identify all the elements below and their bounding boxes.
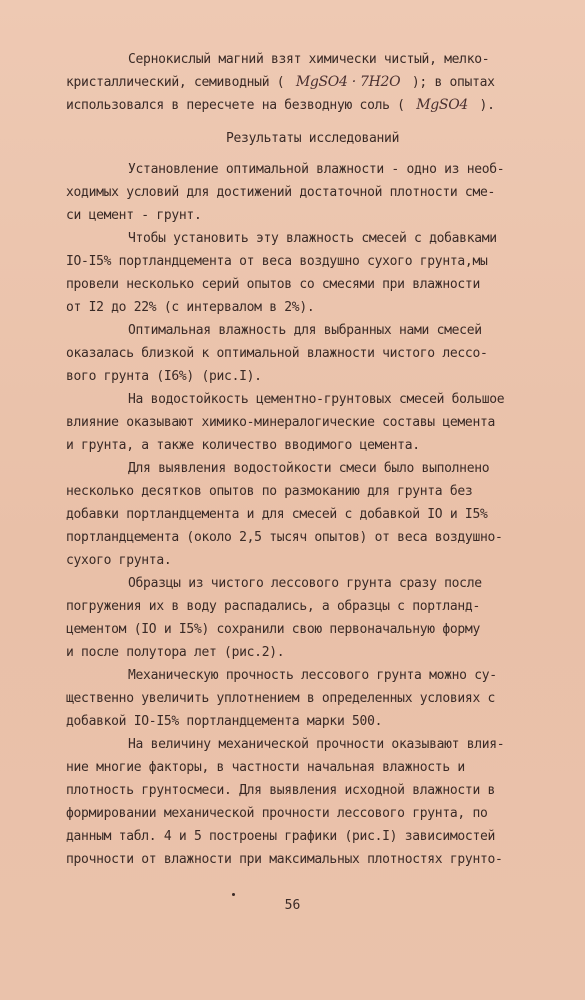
handwritten-formula: MgSO4 · 7H2O [295,74,401,90]
text-line: Механическую прочность лессового грунта можно су- [128,668,497,683]
ink-dot [232,893,235,896]
handwritten-formula: MgSO4 [416,97,469,113]
text-line: добавкой IO-I5% портландцемента марки 500. [66,714,383,729]
text-line: ходимых условий для достижений достаточной плотности сме- [66,185,496,200]
text-line: формировании механической прочности лессового грунта, по [66,806,488,821]
text-line [66,48,568,71]
text-line: и грунта, а также количество вводимого цемента. [66,438,420,453]
page-number: 56 [284,898,301,913]
body-paragraph [66,457,568,572]
text-line: Для выявления водостойкости смеси было выполнено [128,461,490,476]
text-segment: ); в опытах [404,75,495,90]
text-line: Образцы из чистого лессового грунта сразу после [128,576,482,591]
text-line: IO-I5% портландцемента от веса воздушно сухого грунта,мы [66,254,488,269]
text-line: Оптимальная влажность для выбранных нами смесей [128,323,482,338]
text-line [66,71,568,94]
text-line: си цемент - грунт. [66,208,202,223]
text-segment: использовался в пересчете на безводную соль ( [66,98,413,113]
text-line: цементом (IO и I5%) сохранили свою первоначальную форму [66,622,480,637]
text-line: прочности от влажности при максимальных плотностях грунто- [66,852,503,867]
text-line: На водостойкость цементно-грунтовых смесей большое [128,392,505,407]
text-segment: Сернокислый магний взят химически чистый, мелко- [128,52,490,67]
text-line: щественно увеличить уплотнением в определенных условиях с [66,691,496,706]
text-line: и после полутора лет (рис.2). [66,645,285,660]
text-line: На величину механической прочности оказывают влия- [128,737,505,752]
text-line: сухого грунта. [66,553,172,568]
text-line: ние многие факторы, в частности начальная влажность и [66,760,465,775]
body-paragraphs [66,158,568,871]
text-line: оказалась близкой к оптимальной влажности чистого лессо- [66,346,488,361]
text-segment: кристаллический, семиводный ( [66,75,292,90]
text-line: от I2 до 22% (с интервалом в 2%). [66,300,315,315]
text-line: Установление оптимальной влажности - одно из необ- [128,162,505,177]
body-paragraph [66,388,568,457]
text-line: добавки портландцемента и для смесей с добавкой IO и I5% [66,507,488,522]
intro-paragraph [66,48,568,117]
body-paragraph [66,664,568,733]
text-line: провели несколько серий опытов со смесями при влажности [66,277,480,292]
body-paragraph [66,733,568,871]
text-line: вого грунта (I6%) (рис.I). [66,369,262,384]
document-body [66,48,568,871]
text-line: данным табл. 4 и 5 построены графики (рис.I) зависимостей [66,829,496,844]
text-line: погружения их в воду распадались, а образцы с портланд- [66,599,480,614]
text-line: Чтобы установить эту влажность смесей с добавками [128,231,497,246]
text-line: плотность грунтосмеси. Для выявления исходной влажности в [66,783,496,798]
text-segment: ). [472,98,495,113]
text-line [66,94,568,117]
body-paragraph [66,227,568,319]
body-paragraph [66,158,568,227]
text-line: влияние оказывают химико-минералогические составы цемента [66,415,496,430]
body-paragraph [66,572,568,664]
text-line: портландцемента (около 2,5 тысяч опытов) от веса воздушно- [66,530,503,545]
section-heading: Результаты исследований [226,131,400,146]
text-line: несколько десятков опытов по размоканию для грунта без [66,484,473,499]
body-paragraph [66,319,568,388]
